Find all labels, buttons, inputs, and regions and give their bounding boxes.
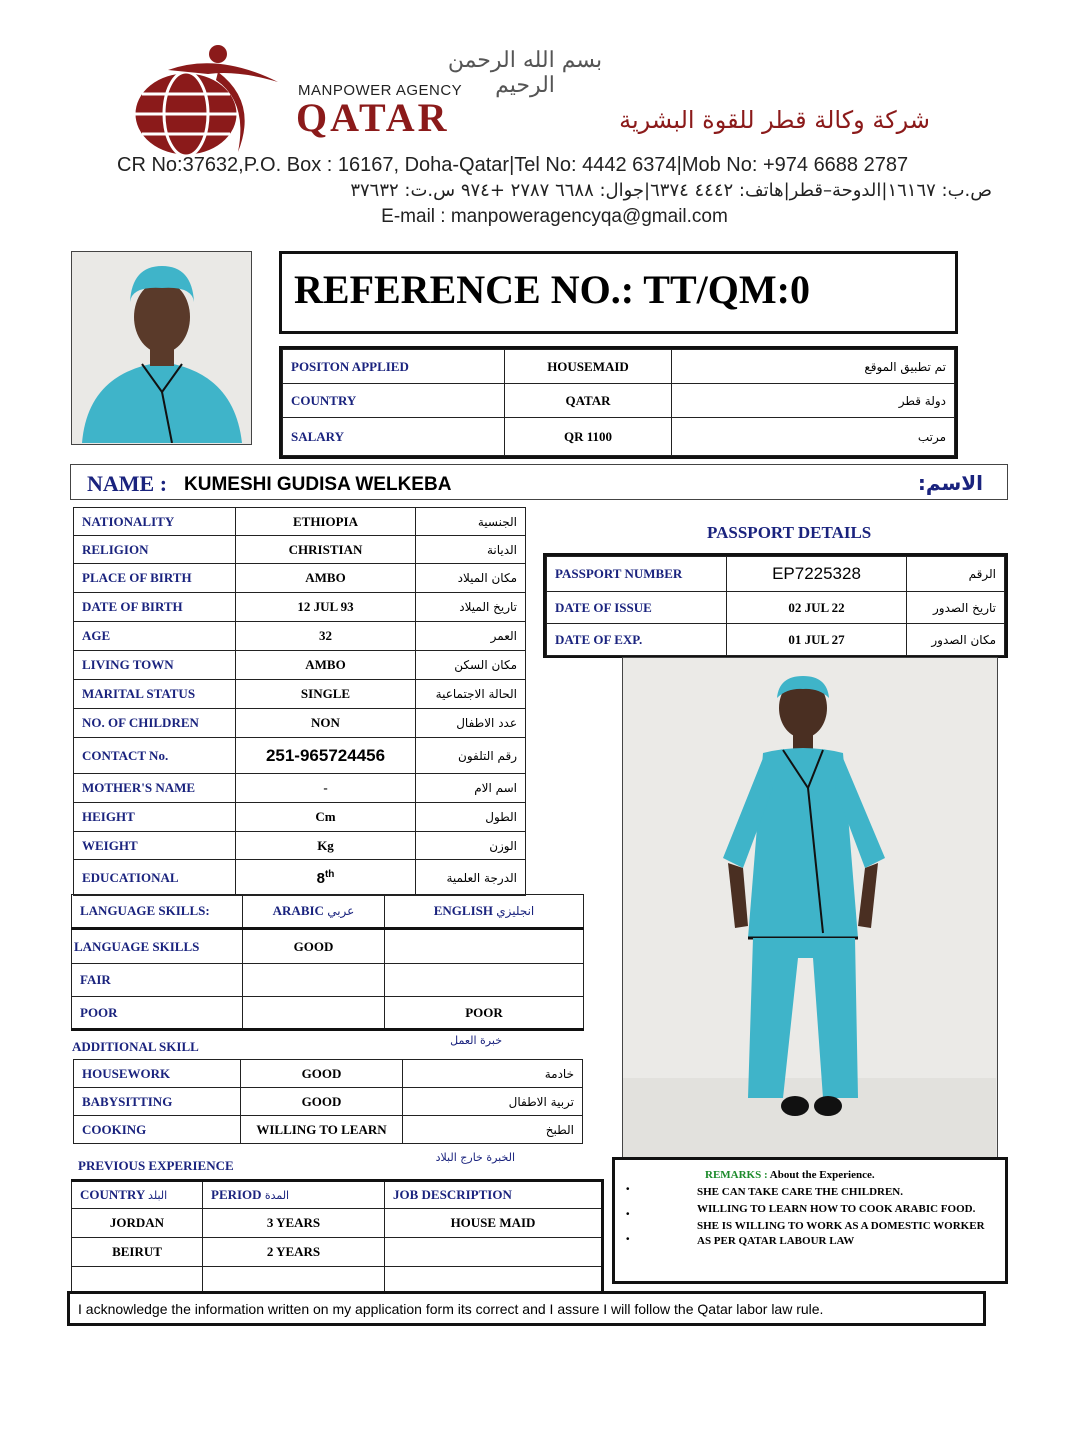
education-value: 8 xyxy=(316,869,325,887)
skill-label: BABYSITTING xyxy=(74,1088,241,1116)
personal-label: RELIGION xyxy=(74,536,236,564)
expiry-date: 01 JUL 27 xyxy=(727,624,907,656)
arabic-header-en: ARABIC xyxy=(272,903,324,918)
personal-label: EDUCATIONAL xyxy=(74,860,236,896)
contact-line-en: CR No:37632,P.O. Box : 16167, Doha-Qatar|Tel No: 4442 6374|Mob No: +974 6688 2787 xyxy=(117,154,909,176)
salary-label: SALARY xyxy=(283,418,505,456)
personal-value: - xyxy=(236,774,416,803)
personal-ar: الديانة xyxy=(416,536,526,564)
personal-ar: العمر xyxy=(416,622,526,651)
skill-ar: الطبخ xyxy=(403,1116,583,1144)
exp-job-header: JOB DESCRIPTION xyxy=(385,1181,603,1209)
expiry-date-ar: مكان الصدور xyxy=(907,624,1005,656)
arabic-level: GOOD xyxy=(243,929,385,964)
agency-subtitle: MANPOWER AGENCY xyxy=(298,82,463,99)
personal-ar: مكان الميلاد xyxy=(416,564,526,593)
personal-ar: الطول xyxy=(416,803,526,832)
personal-value: Cm xyxy=(236,803,416,832)
exp-empty-cell xyxy=(203,1267,385,1294)
remarks-label-rest: About the Experience. xyxy=(769,1169,875,1181)
expiry-date-label: DATE OF EXP. xyxy=(547,624,727,656)
country-label: COUNTRY xyxy=(283,384,505,418)
exp-empty-cell xyxy=(72,1267,203,1294)
personal-value: SINGLE xyxy=(236,680,416,709)
reference-number: REFERENCE NO.: TT/QM:0 xyxy=(294,267,810,312)
personal-ar: الوزن xyxy=(416,832,526,860)
skill-ar: خادمة xyxy=(403,1060,583,1088)
skill-value: GOOD xyxy=(241,1088,403,1116)
personal-ar: الحالة الاجتماعية xyxy=(416,680,526,709)
personal-ar: اسم الام xyxy=(416,774,526,803)
arabic-header-ar: عربي xyxy=(327,904,355,918)
issue-date-label: DATE OF ISSUE xyxy=(547,592,727,624)
arabic-column-header xyxy=(243,895,385,929)
skill-value: WILLING TO LEARN xyxy=(241,1116,403,1144)
education-suffix: th xyxy=(324,868,335,880)
exp-country: BEIRUT xyxy=(72,1238,203,1267)
personal-label: WEIGHT xyxy=(74,832,236,860)
applicant-portrait-photo xyxy=(71,251,252,445)
applicant-full-body-photo xyxy=(622,657,998,1160)
additional-skill-table xyxy=(73,1059,583,1144)
personal-label: MOTHER'S NAME xyxy=(74,774,236,803)
position-ar: تم تطبيق الموقع xyxy=(672,350,955,384)
bullet-icon: • xyxy=(626,1209,630,1220)
personal-ar: الجنسية xyxy=(416,508,526,536)
exp-period: 3 YEARS xyxy=(203,1209,385,1238)
exp-period: 2 YEARS xyxy=(203,1238,385,1267)
remarks-label: REMARKS : xyxy=(705,1169,768,1181)
experience-title-ar: الخبرة خارج البلاد xyxy=(435,1151,515,1164)
reference-box xyxy=(279,251,958,334)
passport-number-label: PASSPORT NUMBER xyxy=(547,557,727,592)
position-label: POSITON APPLIED xyxy=(283,350,505,384)
english-column-header xyxy=(385,895,584,929)
remark-bullets xyxy=(626,1181,630,1248)
issue-date-ar: تاريخ الصدور xyxy=(907,592,1005,624)
personal-value: AMBO xyxy=(236,651,416,680)
english-level: POOR xyxy=(385,997,584,1030)
exp-job xyxy=(385,1238,603,1267)
exp-period-header-en: PERIOD xyxy=(211,1187,262,1202)
skill-ar: تربية الاطفال xyxy=(403,1088,583,1116)
personal-value xyxy=(236,860,416,896)
language-row-label: LANGUAGE SKILLS xyxy=(72,929,243,964)
acknowledgement-text: I acknowledge the information written on my application form its correct and I assure I will follow the Qatar labor law rule. xyxy=(78,1301,824,1317)
country-ar: دولة قطر xyxy=(672,384,955,418)
language-table xyxy=(71,894,584,1031)
experience-table xyxy=(71,1179,604,1294)
personal-value: CHRISTIAN xyxy=(236,536,416,564)
personal-ar: الدرجة العلمية xyxy=(416,860,526,896)
exp-empty-cell xyxy=(385,1267,603,1294)
personal-label: NO. OF CHILDREN xyxy=(74,709,236,738)
acknowledgement-box xyxy=(67,1291,986,1326)
exp-country-header-ar: البلد xyxy=(148,1189,168,1202)
position-table xyxy=(282,349,955,456)
remarks-list xyxy=(697,1185,997,1249)
agency-name: QATAR xyxy=(296,95,450,140)
exp-period-header-ar: المدة xyxy=(264,1189,290,1202)
remark-item: SHE IS WILLING TO WORK AS A DOMESTIC WORKER AS PER QATAR LABOUR LAW xyxy=(697,1220,985,1247)
personal-ar: تاريخ الميلاد xyxy=(416,593,526,622)
personal-value: 12 JUL 93 xyxy=(236,593,416,622)
basmala: بسم الله الرحمن الرحيم xyxy=(447,48,603,98)
language-header-label: LANGUAGE SKILLS: xyxy=(72,895,243,929)
passport-table xyxy=(546,556,1005,656)
personal-label: MARITAL STATUS xyxy=(74,680,236,709)
name-ar: الاسم: xyxy=(917,471,983,495)
remark-item: SHE CAN TAKE CARE THE CHILDREN. xyxy=(697,1186,903,1198)
bullet-icon: • xyxy=(626,1234,630,1245)
personal-ar: عدد الاطفال xyxy=(416,709,526,738)
personal-label: NATIONALITY xyxy=(74,508,236,536)
exp-job: HOUSE MAID xyxy=(385,1209,603,1238)
name-bar xyxy=(70,464,1008,500)
issue-date: 02 JUL 22 xyxy=(727,592,907,624)
personal-label: HEIGHT xyxy=(74,803,236,832)
experience-title: PREVIOUS EXPERIENCE xyxy=(78,1158,234,1173)
personal-value: 32 xyxy=(236,622,416,651)
skill-value: GOOD xyxy=(241,1060,403,1088)
agency-logo xyxy=(128,42,288,160)
personal-value: AMBO xyxy=(236,564,416,593)
exp-country-header xyxy=(72,1181,203,1209)
arabic-level xyxy=(243,997,385,1030)
remark-item: WILLING TO LEARN HOW TO COOK ARABIC FOOD. xyxy=(697,1203,976,1215)
contact-line-ar: ص.ب: ١٦١٦٧|الدوحة–قطر|هاتف: ٤٤٤٢ ٦٣٧٤|جوال: ٦٦٨٨ ٢٧٨٧ +٩٧٤ س.ت: ٣٧٦٣٢ xyxy=(350,180,992,201)
salary-value: QR 1100 xyxy=(505,418,672,456)
personal-label: LIVING TOWN xyxy=(74,651,236,680)
exp-country: JORDAN xyxy=(72,1209,203,1238)
personal-value: ETHIOPIA xyxy=(236,508,416,536)
personal-table xyxy=(73,507,526,896)
english-header-ar: انجليزي xyxy=(496,904,535,918)
exp-country-header-en: COUNTRY xyxy=(80,1187,145,1202)
english-header-en: ENGLISH xyxy=(433,903,493,918)
personal-label: AGE xyxy=(74,622,236,651)
exp-period-header xyxy=(203,1181,385,1209)
bullet-icon: • xyxy=(626,1184,630,1195)
arabic-level xyxy=(243,964,385,997)
skill-label: COOKING xyxy=(74,1116,241,1144)
applicant-name: KUMESHI GUDISA WELKEBA xyxy=(184,474,452,495)
email-line: E-mail : manpoweragencyqa@gmail.com xyxy=(381,206,728,227)
english-level xyxy=(385,964,584,997)
additional-skill-title: ADDITIONAL SKILL xyxy=(72,1039,199,1054)
contact-number: 251-965724456 xyxy=(236,738,416,774)
position-value: HOUSEMAID xyxy=(505,350,672,384)
remarks-heading xyxy=(705,1169,875,1181)
personal-ar: مكان السكن xyxy=(416,651,526,680)
country-value: QATAR xyxy=(505,384,672,418)
language-row-label: POOR xyxy=(72,997,243,1030)
personal-label: CONTACT No. xyxy=(74,738,236,774)
skill-label: HOUSEWORK xyxy=(74,1060,241,1088)
language-row-label: FAIR xyxy=(72,964,243,997)
agency-name-arabic: شركة وكالة قطر للقوة البشرية xyxy=(619,106,930,134)
additional-skill-title-ar: خبرة العمل xyxy=(450,1034,502,1047)
personal-label: DATE OF BIRTH xyxy=(74,593,236,622)
personal-label: PLACE OF BIRTH xyxy=(74,564,236,593)
salary-ar: مرتب xyxy=(672,418,955,456)
passport-number-ar: الرقم xyxy=(907,557,1005,592)
personal-value: NON xyxy=(236,709,416,738)
personal-ar: رقم التلفون xyxy=(416,738,526,774)
english-level xyxy=(385,929,584,964)
passport-title: PASSPORT DETAILS xyxy=(707,523,872,542)
name-label: NAME : xyxy=(87,471,168,496)
personal-value: Kg xyxy=(236,832,416,860)
passport-number: EP7225328 xyxy=(727,557,907,592)
remarks-box xyxy=(612,1157,1008,1284)
